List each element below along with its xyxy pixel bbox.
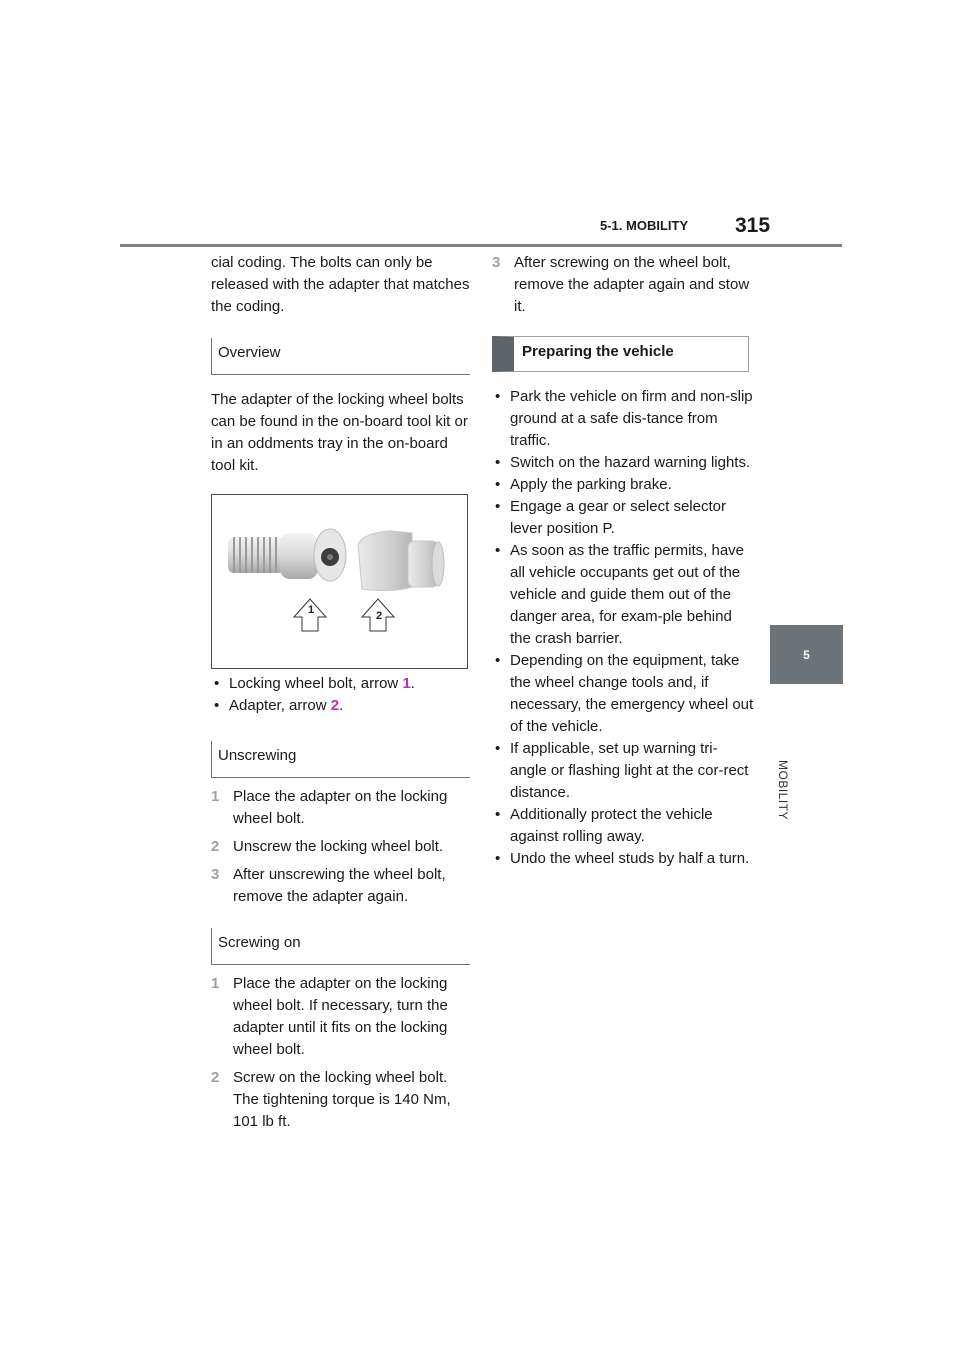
callout-label-1: 1: [308, 604, 315, 616]
locking-wheel-bolt: [228, 529, 346, 581]
callout-label-2: 2: [376, 610, 383, 622]
step-number: 1: [211, 788, 220, 805]
list-item: • Additionally protect the vehicle against rolling away.: [492, 804, 754, 848]
step-text: After screwing on the wheel bolt, remove the adapter again and stow it.: [514, 254, 750, 315]
unscrewing-heading: Unscrewing: [218, 747, 297, 764]
step-text: Place the adapter on the locking wheel bolt.: [233, 788, 448, 827]
section-heading-unscrewing: [211, 741, 470, 778]
list-item: [492, 252, 754, 318]
overview-paragraph: The adapter of the locking wheel bolts can be found in the on-board tool kit or in an oddments tray in the on-board tool kit.: [211, 391, 468, 474]
step-text: Screw on the locking wheel bolt. The tightening torque is 140 Nm, 101 lb ft.: [233, 1069, 451, 1130]
legend-ref: 2: [330, 697, 340, 714]
adapter: [358, 531, 444, 591]
list-item: • Undo the wheel studs by half a turn.: [492, 848, 754, 870]
list-item: • Engage a gear or select selector lever position P.: [492, 496, 754, 540]
step-number: 1: [211, 975, 220, 992]
section-heading-screwing-on: [211, 928, 470, 965]
list-item: [211, 786, 473, 830]
list-item: [211, 673, 473, 695]
section-heading-preparing: [492, 336, 749, 372]
list-item: • Apply the parking brake.: [492, 474, 754, 496]
list-item: • Depending on the equipment, take the wheel change tools and, if necessary, the emergency wheel out of the vehicle.: [492, 650, 754, 738]
list-item: • If applicable, set up warning tri-angle or flashing light at the cor-rect distance.: [492, 738, 754, 804]
header-divider: [120, 244, 842, 247]
list-item: • As soon as the traffic permits, have all vehicle occupants get out of the vehicle and guide them out of the danger area, for exam-ple behind the crash barrier.: [492, 540, 754, 650]
callout-arrow-2: [362, 599, 394, 631]
bolt-adapter-illustration: [212, 495, 467, 668]
legend-text: Locking wheel bolt, arrow: [229, 675, 403, 692]
screwing-on-steps: [211, 973, 473, 1133]
legend-ref: 1: [402, 675, 411, 692]
step-text: Unscrew the locking wheel bolt.: [233, 838, 444, 855]
list-item: [211, 864, 473, 908]
step-number: 3: [211, 866, 220, 883]
list-item: [211, 1067, 473, 1133]
list-item: [211, 973, 473, 1061]
list-item: • Switch on the hazard warning lights.: [492, 452, 754, 474]
section-heading-overview: [211, 338, 470, 375]
chapter-tab-number: 5: [803, 647, 810, 662]
preparing-list: [492, 386, 754, 870]
list-item: [211, 695, 473, 717]
bolt-adapter-figure: [211, 494, 468, 669]
step-number: 3: [492, 254, 501, 271]
step-number: 2: [211, 1069, 220, 1086]
overview-heading: Overview: [218, 344, 281, 361]
list-item: [211, 836, 473, 858]
screwing-on-steps-continued: [492, 252, 754, 318]
right-column: [492, 252, 754, 870]
callout-arrow-1: [294, 599, 326, 631]
chapter-side-label-text: MOBILITY: [776, 760, 790, 821]
preparing-heading: Preparing the vehicle: [522, 343, 674, 360]
left-column: [211, 252, 473, 1139]
chapter-tab: [770, 625, 843, 684]
intro-paragraph: cial coding. The bolts can only be released with the adapter that matches the coding.: [211, 254, 470, 315]
list-item: • Park the vehicle on firm and non-slip ground at a safe dis-tance from traffic.: [492, 386, 754, 452]
section-title: 5-1. MOBILITY: [600, 218, 689, 233]
unscrewing-steps: [211, 786, 473, 908]
step-text: Place the adapter on the locking wheel bolt. If necessary, turn the adapter until it fits on the locking wheel bolt.: [233, 975, 448, 1058]
figure-legend-list: [211, 673, 473, 717]
legend-suffix: .: [339, 697, 344, 714]
step-number: 2: [211, 838, 220, 855]
legend-text: Adapter, arrow: [229, 697, 331, 714]
chapter-side-label: [740, 690, 852, 821]
step-text: After unscrewing the wheel bolt, remove the adapter again.: [233, 866, 446, 905]
page-number: 315: [735, 214, 771, 237]
screwing-on-heading: Screwing on: [218, 934, 301, 951]
legend-suffix: .: [410, 675, 415, 692]
